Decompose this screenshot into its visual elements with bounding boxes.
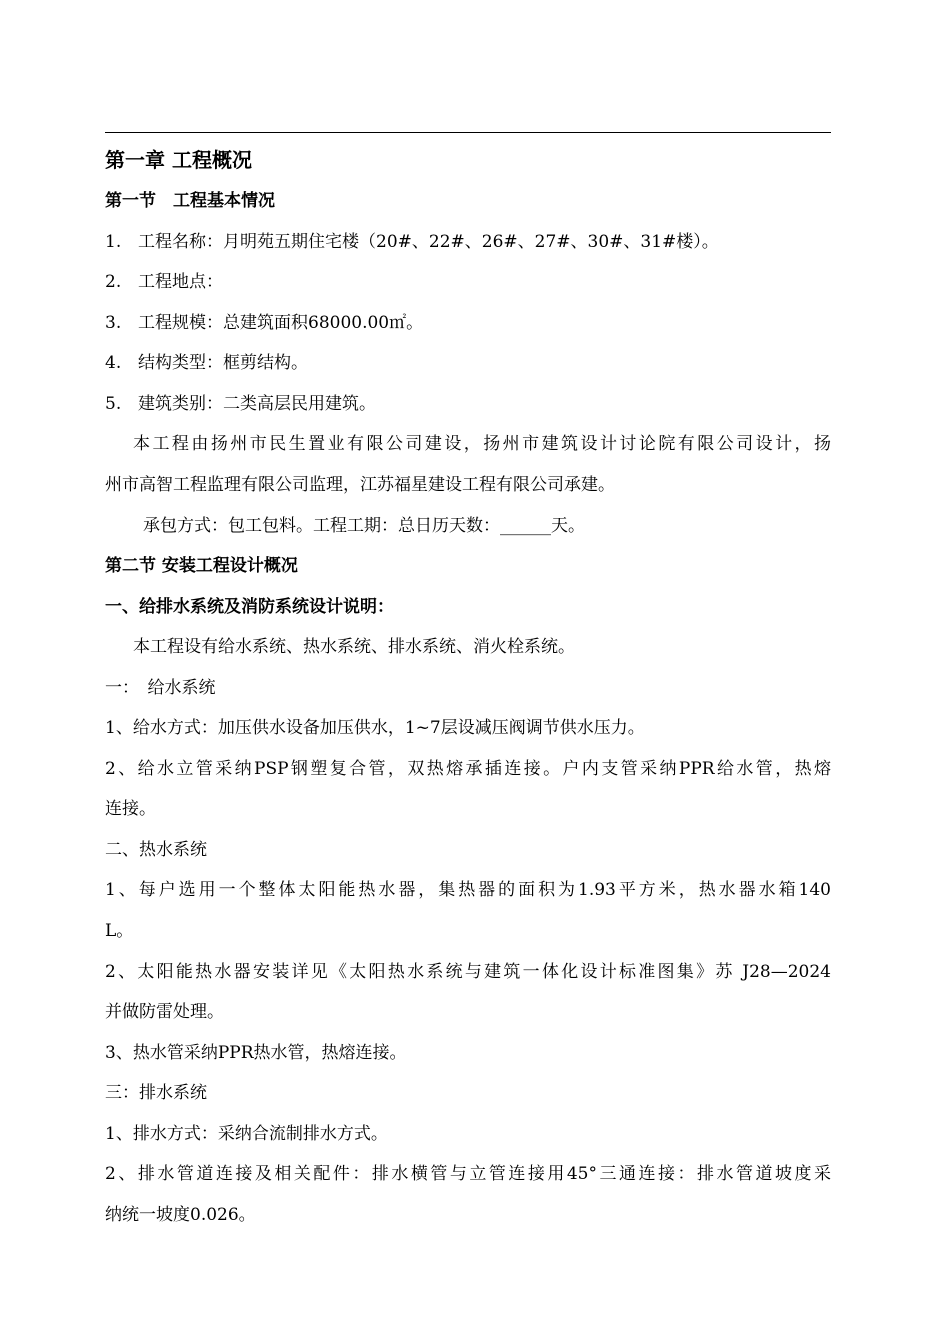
water-supply-title: 一： 给水系统 bbox=[105, 678, 216, 698]
paragraph-line: 2、给水立管采纳PSP钢塑复合管，双热熔承插连接。户内支管采纳PPR给水管，热熔 bbox=[105, 759, 831, 779]
item-text: 结构类型：框剪结构。 bbox=[138, 353, 308, 373]
list-item bbox=[105, 313, 835, 333]
paragraph-line: 并做防雷处理。 bbox=[105, 1002, 224, 1022]
paragraph-line: 1、排水方式：采纳合流制排水方式。 bbox=[105, 1124, 388, 1144]
systems-intro: 本工程设有给水系统、热水系统、排水系统、消火栓系统。 bbox=[133, 637, 575, 657]
paragraph-line: 州市高智工程监理有限公司监理，江苏福星建设工程有限公司承建。 bbox=[105, 475, 615, 495]
drainage-title: 三：排水系统 bbox=[105, 1083, 207, 1103]
hot-water-title: 二、热水系统 bbox=[105, 840, 207, 860]
subsection-title: 一、给排水系统及消防系统设计说明： bbox=[105, 597, 394, 617]
item-text: 工程名称：月明苑五期住宅楼（20#、22#、26#、27#、30#、31#楼）。 bbox=[138, 232, 719, 252]
section-title-install: 第二节 安装工程设计概况 bbox=[105, 556, 298, 576]
item-number: 5. bbox=[105, 394, 122, 414]
list-item bbox=[105, 272, 835, 292]
paragraph-line: L。 bbox=[105, 921, 134, 941]
item-number: 3. bbox=[105, 313, 122, 333]
item-number: 2. bbox=[105, 272, 122, 292]
chapter-title: 第一章 工程概况 bbox=[105, 148, 252, 172]
paragraph-line: 连接。 bbox=[105, 799, 156, 819]
item-number: 4. bbox=[105, 353, 122, 373]
paragraph-line: 本工程由扬州市民生置业有限公司建设，扬州市建筑设计讨论院有限公司设计，扬 bbox=[133, 434, 831, 454]
list-item bbox=[105, 353, 835, 373]
paragraph-line: 2、排水管道连接及相关配件：排水横管与立管连接用45°三通连接：排水管道坡度采 bbox=[105, 1164, 831, 1184]
item-text: 工程规模：总建筑面积68000.00㎡。 bbox=[138, 313, 424, 333]
paragraph-line: 1、每户选用一个整体太阳能热水器，集热器的面积为1.93平方米，热水器水箱140 bbox=[105, 880, 831, 900]
item-number: 1. bbox=[105, 232, 122, 252]
paragraph-line: 3、热水管采纳PPR热水管，热熔连接。 bbox=[105, 1043, 407, 1063]
header-rule bbox=[105, 132, 831, 133]
paragraph-line: 2、太阳能热水器安装详见《太阳热水系统与建筑一体化设计标准图集》苏 J28—2024 bbox=[105, 962, 831, 982]
list-item bbox=[105, 232, 835, 252]
item-text: 建筑类别：二类高层民用建筑。 bbox=[138, 394, 376, 414]
paragraph-line: 纳统一坡度0.026。 bbox=[105, 1205, 256, 1225]
section-title-basic: 第一节 工程基本情况 bbox=[105, 191, 275, 211]
list-item bbox=[105, 394, 835, 414]
paragraph-line: 1、给水方式：加压供水设备加压供水，1~7层设减压阀调节供水压力。 bbox=[105, 718, 645, 738]
item-text: 工程地点： bbox=[138, 272, 223, 292]
contract-line: 承包方式：包工包料。工程工期：总日历天数：______天。 bbox=[143, 516, 585, 536]
